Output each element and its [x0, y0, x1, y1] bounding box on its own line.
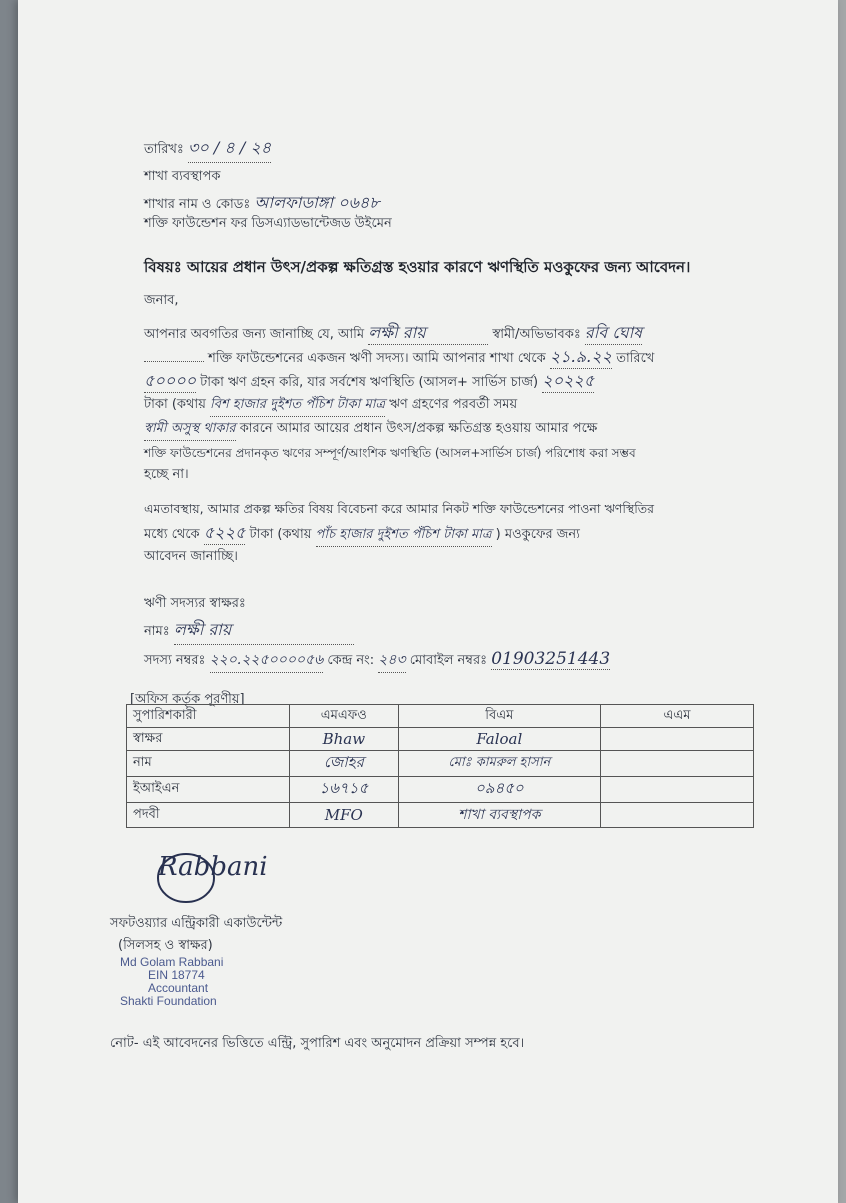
- organization-name: শক্তি ফাউন্ডেশন ফর ডিসএ্যাডভান্টেজড উইমেন: [144, 216, 392, 231]
- balance-in-words: বিশ হাজার দুইশত পঁচিশ টাকা মাত্র: [210, 394, 385, 417]
- mobile-number: 01903251443: [491, 649, 611, 669]
- row-label: পদবী: [127, 803, 290, 828]
- stamp-role: Accountant: [148, 981, 209, 995]
- table-cell: MFO: [290, 803, 399, 828]
- application-paper: [18, 0, 838, 1203]
- table-row: [127, 803, 754, 828]
- body-line-3: ৫০০০০ টাকা ঋণ গ্রহন করি, যার সর্বশেষ ঋণস্থিতি (আসল+ সার্ভিস চার্জ) ২০২২৫: [144, 370, 594, 394]
- accountant-stamp: [120, 956, 223, 1008]
- table-header: সুপারিশকারী: [127, 705, 290, 728]
- branch-line: [144, 190, 380, 217]
- branch-label: শাখার নাম ও কোডঃ: [144, 197, 251, 212]
- table-cell: [601, 728, 754, 751]
- balance-amount: ২০২২৫: [542, 370, 594, 393]
- signature-scribble: [146, 842, 256, 912]
- subject-line: বিষয়ঃ আয়ের প্রধান উৎস/প্রকল্প ক্ষতিগ্রস্ত হওয়ার কারণে ঋণস্থিতি মওকুফের জন্য আবেদন।: [144, 258, 691, 276]
- table-cell: [601, 751, 754, 777]
- table-cell: জোহর: [290, 751, 399, 777]
- table-cell: ১৬৭১৫: [290, 777, 399, 803]
- body-line-6: শক্তি ফাউন্ডেশনের প্রদানকৃত ঋণের সম্পূর্ণ/আংশিক ঋণস্থিতি (আসল+সার্ভিস চার্জ) পরিশোধ করা সম্ভব: [144, 446, 636, 460]
- member-number: ২২০.২২৫০০০০৫৬: [210, 648, 324, 673]
- waive-amount: ৫২২৫: [204, 522, 246, 545]
- table-header: এএম: [601, 705, 754, 728]
- office-heading: [অফিস কর্তৃক পূরণীয়]: [130, 692, 245, 707]
- body-line-1: আপনার অবগতির জন্য জানাচ্ছি যে, আমি লক্ষী রায় স্বামী/অভিভাবকঃ রবি ঘোষ: [144, 322, 642, 346]
- member-numbers-line: সদস্য নম্বরঃ ২২০.২২৫০০০০৫৬ কেন্দ্র নং: ২৪৩ মোবাইল নম্বরঃ 01903251443: [144, 648, 610, 673]
- stamp-ein: EIN 18774: [148, 968, 205, 982]
- row-label: নাম: [127, 751, 290, 777]
- table-cell: ০৯৪৫০: [398, 777, 600, 803]
- body-line-9: মধ্যে থেকে ৫২২৫ টাকা (কথায় পাঁচ হাজার দুইশত পঁচিশ টাকা মাত্র ) মওকুফের জন্য: [144, 522, 580, 547]
- office-table: [126, 704, 754, 828]
- table-header: বিএম: [398, 705, 600, 728]
- table-cell: Bhaw: [290, 728, 399, 751]
- footnote: নোট- এই আবেদনের ভিত্তিতে এন্ট্রি, সুপারিশ এবং অনুমোদন প্রক্রিয়া সম্পন্ন হবে।: [110, 1036, 525, 1051]
- stamp-org: Shakti Foundation: [120, 994, 217, 1008]
- guardian-name: রবি ঘোষ: [585, 322, 642, 345]
- stamp-name: Md Golam Rabbani: [120, 955, 224, 969]
- table-row: [127, 777, 754, 803]
- addressee: শাখা ব্যবস্থাপক: [144, 169, 221, 184]
- body-line-10: আবেদন জানাচ্ছি।: [144, 549, 238, 564]
- table-header: এমএফও: [290, 705, 399, 728]
- body-line-8: এমতাবস্থায়, আমার প্রকল্প ক্ষতির বিষয় বিবেচনা করে আমার নিকট শক্তি ফাউন্ডেশনের পাওনা ঋণস্থিতির: [144, 501, 655, 516]
- table-header-row: [127, 705, 754, 728]
- table-cell: Faloal: [398, 728, 600, 751]
- seal-note: (সিলসহ ও স্বাক্ষর): [118, 938, 213, 953]
- kendra-number: ২৪৩: [378, 648, 405, 673]
- table-cell: শাখা ব্যবস্থাপক: [398, 803, 600, 828]
- row-label: স্বাক্ষর: [127, 728, 290, 751]
- body-line-2: শক্তি ফাউন্ডেশনের একজন ঋণী সদস্য। আমি আপনার শাখা থেকে ২১.৯.২২ তারিখে: [144, 346, 654, 370]
- date-value: ৩০ / ৪ / ২৪: [188, 135, 271, 163]
- salutation: জনাব,: [144, 293, 179, 308]
- table-cell: মোঃ কামরুল হাসান: [398, 751, 600, 777]
- member-name-line: নামঃ লক্ষী রায়: [144, 617, 354, 645]
- table-row: [127, 751, 754, 777]
- row-label: ইআইএন: [127, 777, 290, 803]
- applicant-name: লক্ষী রায়: [368, 322, 488, 345]
- date-label: তারিখঃ: [144, 142, 184, 157]
- branch-value: আলফাডাঙ্গা ০৬৪৮: [254, 193, 380, 212]
- body-line-4: টাকা (কথায় বিশ হাজার দুইশত পঁচিশ টাকা মাত্র ঋণ গ্রহণের পরবর্তী সময়: [144, 394, 517, 417]
- accountant-signature: Rabbani: [158, 852, 268, 882]
- table-cell: [601, 777, 754, 803]
- cause-of-loss: স্বামী অসুস্থ থাকার: [144, 418, 236, 441]
- body-line-5: স্বামী অসুস্থ থাকার কারনে আমার আয়ের প্রধান উৎস/প্রকল্প ক্ষতিগ্রস্ত হওয়ায় আমার পক্ষে: [144, 418, 597, 441]
- body-line-7: হচ্ছে না।: [144, 467, 189, 482]
- date-line: [144, 135, 271, 163]
- table-cell: [601, 803, 754, 828]
- member-name: লক্ষী রায়: [174, 617, 354, 645]
- loan-amount: ৫০০০০: [144, 370, 196, 393]
- loan-date: ২১.৯.২২: [550, 346, 612, 369]
- accountant-title: সফটওয়্যার এন্ট্রিকারী একাউন্টেন্ট: [110, 916, 283, 931]
- member-signature-label: ঋণী সদস্যর স্বাক্ষরঃ: [144, 596, 246, 611]
- waive-in-words: পাঁচ হাজার দুইশত পঁচিশ টাকা মাত্র: [316, 524, 492, 547]
- table-row: [127, 728, 754, 751]
